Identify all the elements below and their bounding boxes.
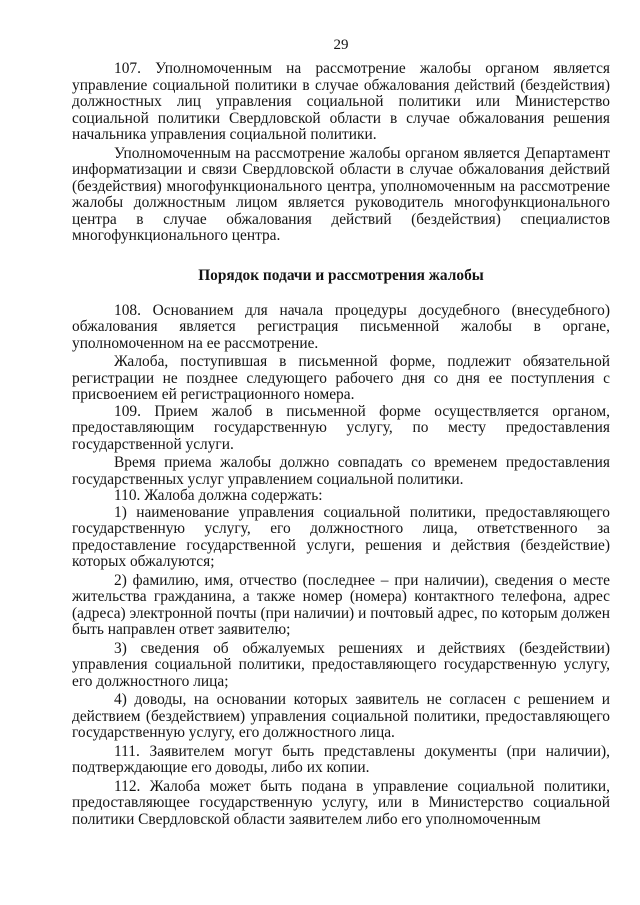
- paragraph-109: 109. Прием жалоб в письменной форме осуществляется органом, предоставляющим государственную услугу, по месту предоставления государственной услуги.: [72, 402, 610, 453]
- section-heading: Порядок подачи и рассмотрения жалобы: [198, 266, 484, 284]
- paragraph-110-intro: 110. Жалоба должна содержать:: [114, 487, 323, 504]
- paragraph-110-item-2: 2) фамилию, имя, отчество (последнее – при наличии), сведения о месте жительства гражданина, а также номер (номера) контактного телефона, адрес (адреса) электронной почты (при наличии) и почтовый адрес, по которым должен быть направлен ответ заявителю;: [72, 571, 610, 638]
- paragraph-110-item-3: 3) сведения об обжалуемых решениях и действиях (бездействии) управления социальной политики, предоставляющего государственную услугу, его должностного лица;: [72, 639, 610, 690]
- paragraph-110-item-4: 4) доводы, на основании которых заявитель не согласен с решением и действием (бездействием) управления социальной политики, предоставляющего государственную услугу, его должностного лица.: [72, 691, 610, 741]
- page-number: 29: [333, 37, 349, 53]
- paragraph-108-continued: Жалоба, поступившая в письменной форме, подлежит обязательной регистрации не позднее следующего рабочего дня со дня ее поступления с присвоением ей регистрационного номера.: [72, 353, 610, 403]
- paragraph-107: 107. Уполномоченным на рассмотрение жалобы органом является управление социальной политики в случае обжалования действий (бездействия) должностных лиц управления социальной политики или Министерство социальной политики Свердловской области в случае обжалования решения начальника управления социальной политики.: [72, 60, 610, 143]
- paragraph-111: 111. Заявителем могут быть представлены документы (при наличии), подтверждающие его доводы, либо их копии.: [72, 742, 610, 776]
- document-body: [72, 61, 610, 828]
- paragraph-112: 112. Жалоба может быть подана в управление социальной политики, предоставляющее государственную услугу, или в Министерство социальной политики Свердловской области заявителем либо его уполномоченным: [72, 777, 610, 828]
- paragraph-108: 108. Основанием для начала процедуры досудебного (внесудебного) обжалования является регистрация письменной жалобы в органе, уполномоченном на ее рассмотрение.: [72, 301, 610, 352]
- paragraph-109-continued: Время приема жалобы должно совпадать со временем предоставления государственных услуг управлением социальной политики.: [72, 454, 610, 488]
- paragraph-110-item-1: 1) наименование управления социальной политики, предоставляющего государственную услугу, его должностного лица, ответственного за предоставление государственной услуги, решения и действия (бездействие) которых обжалуются;: [72, 503, 610, 570]
- paragraph-107-continued: Уполномоченным на рассмотрение жалобы органом является Департамент информатизации и связи Свердловской области в случае обжалования действий (бездействия) многофункционального центра, уполномоченным на рассмотрение жалобы должностным лицом является руководитель многофункционального центра в случае обжалования действий (бездействия) специалистов многофункционального центра.: [72, 144, 610, 244]
